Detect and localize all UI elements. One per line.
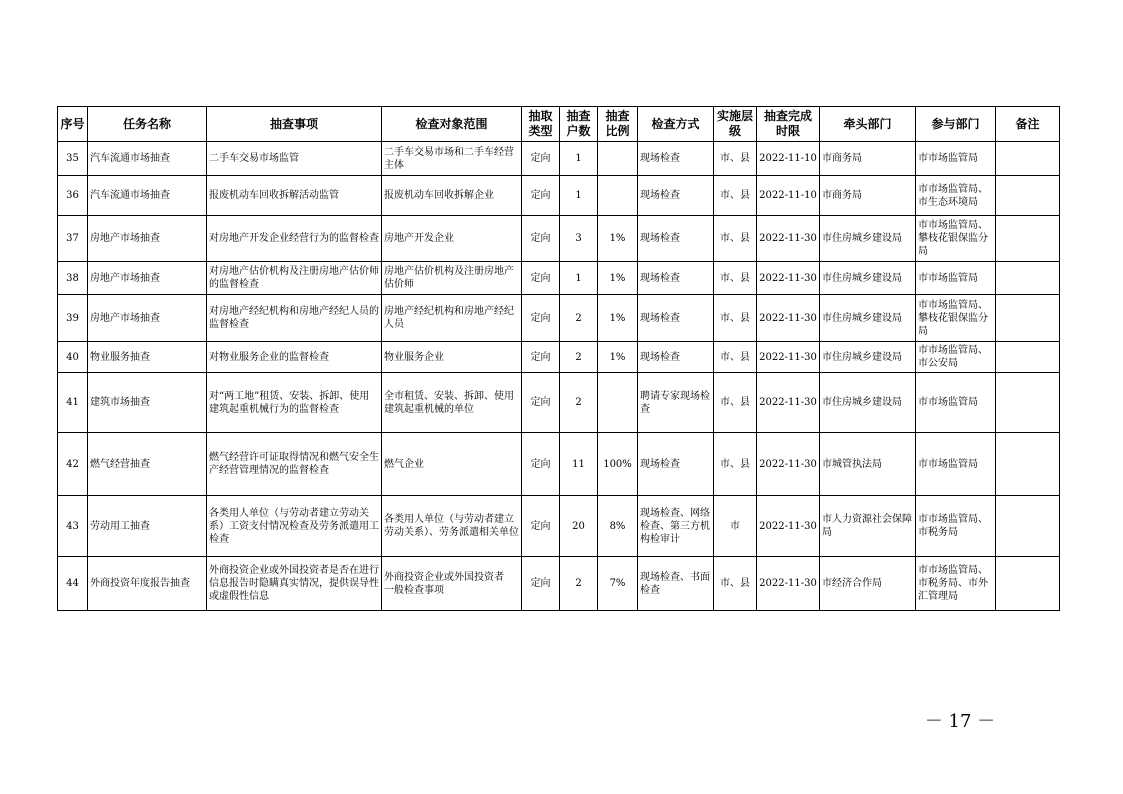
inspection-method-cell: 现场检查、书面检查 [638,557,714,611]
deadline-cell: 2022-11-30 [757,262,820,295]
task-name-cell: 劳动用工抽查 [88,496,207,557]
table-body [58,142,1060,611]
lead-department-cell: 市住房城乡建设局 [820,262,916,295]
sample-count-cell: 11 [560,433,598,496]
object-scope-cell: 燃气企业 [382,433,522,496]
object-scope-cell: 全市租赁、安装、拆卸、使用建筑起重机械的单位 [382,373,522,433]
participating-department-cell: 市市场监管局 [916,373,996,433]
inspection-method-cell: 聘请专家现场检查 [638,373,714,433]
participating-department-cell: 市市场监管局 [916,142,996,176]
object-scope-cell: 房地产开发企业 [382,216,522,262]
inspection-item-cell: 对物业服务企业的监督检查 [207,342,382,373]
remarks-cell [996,216,1060,262]
object-scope-cell: 各类用人单位（与劳动者建立劳动关系）、劳务派遣相关单位 [382,496,522,557]
participating-department-cell: 市市场监管局、攀枝花银保监分局 [916,216,996,262]
task-name-cell: 汽车流通市场抽查 [88,176,207,216]
task-name-cell: 建筑市场抽查 [88,373,207,433]
inspection-item-cell: 报废机动车回收拆解活动监管 [207,176,382,216]
sampling-type-cell: 定向 [522,142,560,176]
sampling-type-cell: 定向 [522,262,560,295]
table-row [58,557,1060,611]
deadline-cell: 2022-11-30 [757,433,820,496]
implementation-level-cell: 市、县 [714,342,757,373]
inspection-item-cell: 二手车交易市场监管 [207,142,382,176]
participating-department-cell: 市市场监管局 [916,262,996,295]
participating-department-cell: 市市场监管局、市税务局 [916,496,996,557]
inspection-item-cell: 燃气经营许可证取得情况和燃气安全生产经营管理情况的监督检查 [207,433,382,496]
implementation-level-cell: 市、县 [714,373,757,433]
inspection-method-cell: 现场检查 [638,216,714,262]
header-deadline: 抽查完成时限 [757,107,820,142]
sample-count-cell: 1 [560,262,598,295]
row-number-cell: 42 [58,433,88,496]
header-participating-department: 参与部门 [916,107,996,142]
sampling-type-cell: 定向 [522,342,560,373]
row-number-cell: 37 [58,216,88,262]
inspection-method-cell: 现场检查 [638,342,714,373]
header-lead-department: 牵头部门 [820,107,916,142]
task-name-cell: 外商投资年度报告抽查 [88,557,207,611]
sample-count-cell: 2 [560,295,598,342]
lead-department-cell: 市城管执法局 [820,433,916,496]
task-name-cell: 房地产市场抽查 [88,216,207,262]
inspection-item-cell: 对房地产经纪机构和房地产经纪人员的监督检查 [207,295,382,342]
sampling-type-cell: 定向 [522,295,560,342]
deadline-cell: 2022-11-30 [757,557,820,611]
sample-count-cell: 2 [560,342,598,373]
sampling-type-cell: 定向 [522,496,560,557]
header-remarks: 备注 [996,107,1060,142]
object-scope-cell: 房地产经纪机构和房地产经纪人员 [382,295,522,342]
implementation-level-cell: 市、县 [714,433,757,496]
sample-ratio-cell: 1% [598,216,638,262]
lead-department-cell: 市人力资源社会保障局 [820,496,916,557]
inspection-task-table [57,106,1060,611]
inspection-method-cell: 现场检查 [638,433,714,496]
sample-ratio-cell: 7% [598,557,638,611]
lead-department-cell: 市住房城乡建设局 [820,216,916,262]
row-number-cell: 41 [58,373,88,433]
task-name-cell: 房地产市场抽查 [88,295,207,342]
remarks-cell [996,557,1060,611]
remarks-cell [996,295,1060,342]
deadline-cell: 2022-11-30 [757,373,820,433]
participating-department-cell: 市市场监管局、市生态环境局 [916,176,996,216]
inspection-method-cell: 现场检查 [638,262,714,295]
sample-ratio-cell: 8% [598,496,638,557]
table-row [58,373,1060,433]
deadline-cell: 2022-11-10 [757,142,820,176]
task-name-cell: 汽车流通市场抽查 [88,142,207,176]
deadline-cell: 2022-11-30 [757,496,820,557]
page-number: － 17 － [924,711,996,732]
task-name-cell: 物业服务抽查 [88,342,207,373]
remarks-cell [996,433,1060,496]
remarks-cell [996,496,1060,557]
inspection-item-cell: 对房地产估价机构及注册房地产估价师的监督检查 [207,262,382,295]
lead-department-cell: 市商务局 [820,176,916,216]
inspection-item-cell: 外商投资企业或外国投资者是否在进行信息报告时隐瞒真实情况，提供误导性或虚假性信息 [207,557,382,611]
row-number-cell: 36 [58,176,88,216]
remarks-cell [996,262,1060,295]
sampling-type-cell: 定向 [522,433,560,496]
inspection-method-cell: 现场检查 [638,176,714,216]
lead-department-cell: 市住房城乡建设局 [820,373,916,433]
participating-department-cell: 市市场监管局、攀枝花银保监分局 [916,295,996,342]
object-scope-cell: 物业服务企业 [382,342,522,373]
sample-ratio-cell [598,142,638,176]
remarks-cell [996,142,1060,176]
sample-count-cell: 1 [560,176,598,216]
sample-count-cell: 1 [560,142,598,176]
remarks-cell [996,373,1060,433]
participating-department-cell: 市市场监管局、市税务局、市外汇管理局 [916,557,996,611]
row-number-cell: 43 [58,496,88,557]
object-scope-cell: 报废机动车回收拆解企业 [382,176,522,216]
inspection-method-cell: 现场检查、网络检查、第三方机构检审计 [638,496,714,557]
header-object-scope: 检查对象范围 [382,107,522,142]
sample-count-cell: 2 [560,373,598,433]
sample-count-cell: 20 [560,496,598,557]
table-row [58,216,1060,262]
sample-ratio-cell: 1% [598,295,638,342]
sample-count-cell: 2 [560,557,598,611]
header-no: 序号 [58,107,88,142]
lead-department-cell: 市住房城乡建设局 [820,342,916,373]
header-inspection-item: 抽查事项 [207,107,382,142]
inspection-item-cell: 对“两工地”租赁、安装、拆卸、使用建筑起重机械行为的监督检查 [207,373,382,433]
deadline-cell: 2022-11-10 [757,176,820,216]
inspection-method-cell: 现场检查 [638,295,714,342]
table-row [58,176,1060,216]
deadline-cell: 2022-11-30 [757,216,820,262]
sampling-type-cell: 定向 [522,176,560,216]
lead-department-cell: 市经济合作局 [820,557,916,611]
row-number-cell: 39 [58,295,88,342]
table-row [58,433,1060,496]
header-sample-ratio: 抽查比例 [598,107,638,142]
participating-department-cell: 市市场监管局 [916,433,996,496]
table-row [58,262,1060,295]
table-row [58,142,1060,176]
sampling-type-cell: 定向 [522,557,560,611]
sampling-type-cell: 定向 [522,373,560,433]
row-number-cell: 35 [58,142,88,176]
object-scope-cell: 二手车交易市场和二手车经营主体 [382,142,522,176]
task-name-cell: 燃气经营抽查 [88,433,207,496]
table-row [58,496,1060,557]
sample-ratio-cell: 1% [598,342,638,373]
implementation-level-cell: 市、县 [714,557,757,611]
implementation-level-cell: 市、县 [714,262,757,295]
header-sampling-type: 抽取类型 [522,107,560,142]
deadline-cell: 2022-11-30 [757,295,820,342]
sample-ratio-cell [598,373,638,433]
remarks-cell [996,176,1060,216]
remarks-cell [996,342,1060,373]
sample-ratio-cell [598,176,638,216]
implementation-level-cell: 市、县 [714,176,757,216]
row-number-cell: 44 [58,557,88,611]
sample-ratio-cell: 1% [598,262,638,295]
header-inspection-method: 检查方式 [638,107,714,142]
row-number-cell: 38 [58,262,88,295]
table-row [58,342,1060,373]
object-scope-cell: 房地产估价机构及注册房地产估价师 [382,262,522,295]
implementation-level-cell: 市、县 [714,142,757,176]
inspection-method-cell: 现场检查 [638,142,714,176]
header-task-name: 任务名称 [88,107,207,142]
participating-department-cell: 市市场监管局、市公安局 [916,342,996,373]
lead-department-cell: 市住房城乡建设局 [820,295,916,342]
lead-department-cell: 市商务局 [820,142,916,176]
table-header-row [58,107,1060,142]
inspection-item-cell: 各类用人单位（与劳动者建立劳动关系）工资支付情况检查及劳务派遣用工检查 [207,496,382,557]
implementation-level-cell: 市、县 [714,295,757,342]
sample-count-cell: 3 [560,216,598,262]
implementation-level-cell: 市 [714,496,757,557]
deadline-cell: 2022-11-30 [757,342,820,373]
task-name-cell: 房地产市场抽查 [88,262,207,295]
table-row [58,295,1060,342]
sample-ratio-cell: 100% [598,433,638,496]
row-number-cell: 40 [58,342,88,373]
inspection-item-cell: 对房地产开发企业经营行为的监督检查 [207,216,382,262]
sampling-type-cell: 定向 [522,216,560,262]
object-scope-cell: 外商投资企业或外国投资者 一般检查事项 [382,557,522,611]
implementation-level-cell: 市、县 [714,216,757,262]
header-implementation-level: 实施层级 [714,107,757,142]
header-sample-count: 抽查户数 [560,107,598,142]
